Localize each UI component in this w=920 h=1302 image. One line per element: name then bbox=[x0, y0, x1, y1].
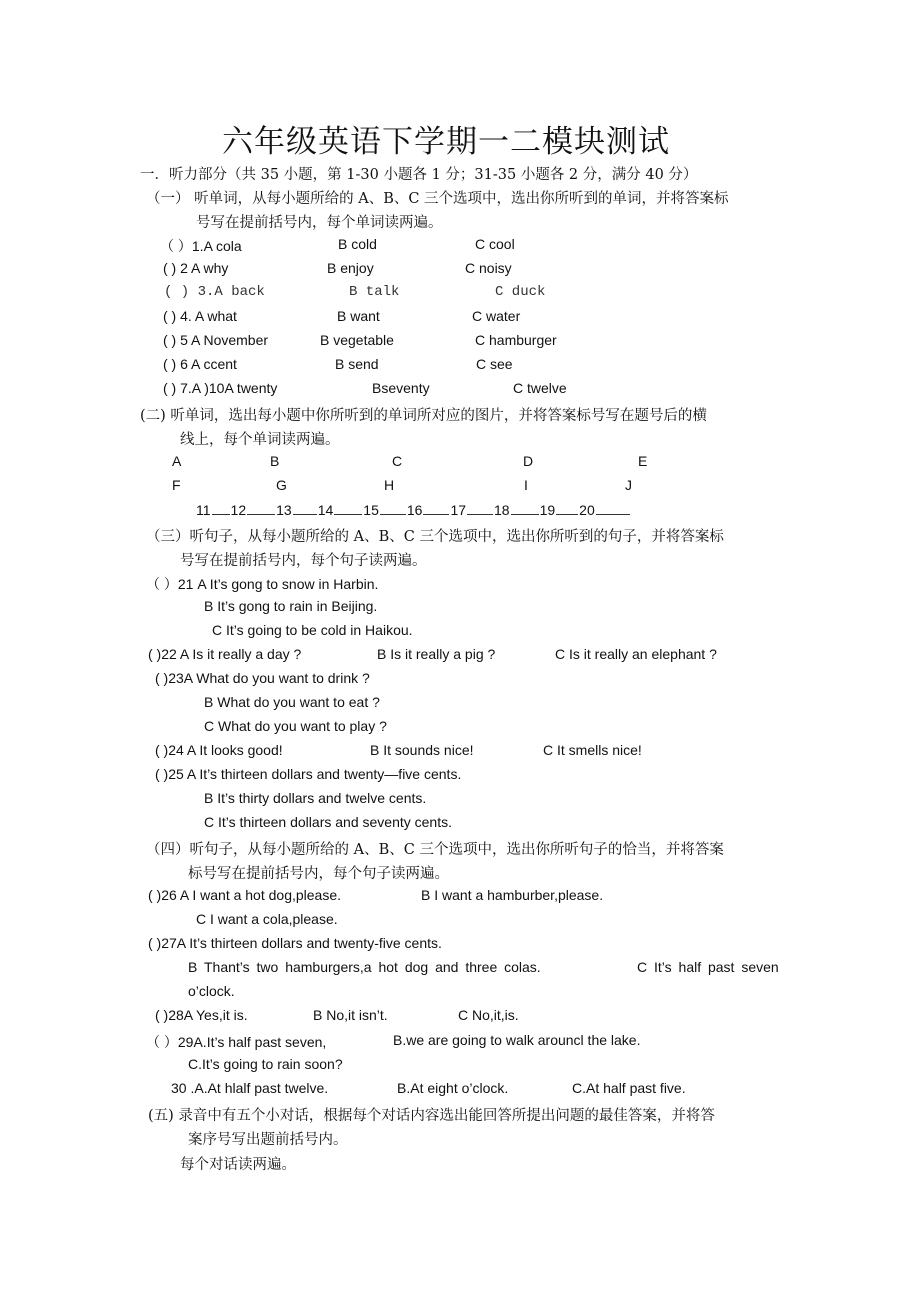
blank-label-18: 18 bbox=[494, 502, 510, 518]
q24-option-c: C It smells nice! bbox=[543, 742, 642, 758]
picture-label-d: D bbox=[523, 453, 534, 469]
q1-option-b: B cold bbox=[338, 236, 377, 252]
answer-blank[interactable] bbox=[556, 501, 578, 515]
q6-option-a: ( ) 6 A ccent bbox=[163, 356, 237, 372]
blank-label-15: 15 bbox=[363, 502, 379, 518]
section-header: 一．听力部分（共 35 小题，第 1-30 小题各 1 分；31-35 小题各 2 分，满分 40 分） bbox=[140, 167, 698, 183]
q22-option-b: B Is it really a pig ? bbox=[377, 646, 496, 662]
part1-instructions-cont: 号写在提前括号内，每个单词读两遍。 bbox=[196, 215, 443, 231]
part1-instructions: （一） 听单词，从每小题所给的 A、B、C 三个选项中，选出你所听到的单词，并将答案标 bbox=[146, 191, 729, 207]
q29-option-c: C.It’s going to rain soon? bbox=[188, 1056, 343, 1072]
part2-instructions-cont: 线上，每个单词读两遍。 bbox=[180, 432, 340, 448]
answer-blank[interactable] bbox=[467, 501, 493, 515]
q2-option-b: B enjoy bbox=[327, 260, 374, 276]
picture-label-c: C bbox=[392, 453, 403, 469]
answer-blank[interactable] bbox=[293, 501, 317, 515]
q28-option-b: B No,it isn’t. bbox=[313, 1007, 388, 1023]
part4-instructions: （四）听句子，从每小题所给的 A、B、C 三个选项中，选出你所听句子的恰当，并将答案 bbox=[146, 842, 724, 858]
q22-option-a: ( )22 A Is it really a day ? bbox=[148, 646, 302, 662]
q23-option-b: B What do you want to eat ? bbox=[204, 694, 380, 710]
q27-option-c: C It’s half past seven bbox=[637, 959, 779, 975]
blank-label-19: 19 bbox=[539, 502, 556, 518]
answer-blank[interactable] bbox=[596, 501, 630, 515]
part5-instructions: (五) 录音中有五个小对话，根据每个对话内容选出能回答所提出问题的最佳答案，并将答 bbox=[148, 1108, 715, 1124]
q21-option-b: B It’s gong to rain in Beijing. bbox=[204, 598, 378, 614]
q23-option-a: ( )23A What do you want to drink ? bbox=[155, 670, 370, 686]
q1-option-a: （ ）1.A cola bbox=[160, 238, 242, 254]
picture-label-j: J bbox=[625, 477, 632, 493]
q28-option-c: C No,it,is. bbox=[458, 1007, 519, 1023]
part5-instructions-cont: 案序号写出题前括号内。 bbox=[188, 1132, 348, 1148]
q24-option-b: B It sounds nice! bbox=[370, 742, 474, 758]
q5-option-c: C hamburger bbox=[475, 332, 557, 348]
q7-option-b: Bseventy bbox=[372, 380, 430, 396]
q21-option-a: （ ）21 A It’s gong to snow in Harbin. bbox=[146, 576, 379, 592]
picture-label-e: E bbox=[638, 453, 648, 469]
q4-option-b: B want bbox=[337, 308, 380, 324]
q29-option-b: B.we are going to walk arouncl the lake. bbox=[393, 1032, 641, 1048]
part3-instructions-cont: 号写在提前括号内，每个句子读两遍。 bbox=[180, 553, 427, 569]
answer-blank[interactable] bbox=[380, 501, 406, 515]
q22-option-c: C Is it really an elephant ? bbox=[555, 646, 717, 662]
answer-blank[interactable] bbox=[423, 501, 449, 515]
q26-option-b: B I want a hamburber,please. bbox=[421, 887, 604, 903]
q24-option-a: ( )24 A It looks good! bbox=[155, 742, 283, 758]
q2-option-c: C noisy bbox=[465, 260, 512, 276]
q29-option-a: （ ）29A.It’s half past seven, bbox=[146, 1034, 327, 1050]
picture-label-h: H bbox=[384, 477, 395, 493]
q3-option-c: C duck bbox=[495, 284, 546, 300]
q6-option-b: B send bbox=[335, 356, 379, 372]
q26-option-c: C I want a cola,please. bbox=[196, 911, 338, 927]
answer-blank[interactable] bbox=[334, 501, 362, 515]
q3-option-a: ( ) 3.A back bbox=[164, 284, 265, 300]
picture-label-b: B bbox=[270, 453, 280, 469]
q28-option-a: ( )28A Yes,it is. bbox=[155, 1007, 248, 1023]
blank-label-14: 14 bbox=[317, 502, 334, 518]
part3-instructions: （三）听句子，从每小题所给的 A、B、C 三个选项中，选出你所听到的句子，并将答案标 bbox=[146, 529, 724, 545]
q7-option-c: C twelve bbox=[513, 380, 567, 396]
q2-option-a: ( ) 2 A why bbox=[163, 260, 229, 276]
q30-option-a: 30 .A.At hlalf past twelve. bbox=[171, 1080, 329, 1096]
picture-label-a: A bbox=[172, 453, 182, 469]
q1-option-c: C cool bbox=[475, 236, 515, 252]
blank-label-11: 11 bbox=[196, 502, 211, 518]
q25-option-c: C It’s thirteen dollars and seventy cents. bbox=[204, 814, 452, 830]
part5-instructions-note: 每个对话读两遍。 bbox=[180, 1157, 296, 1173]
blank-label-13: 13 bbox=[276, 502, 292, 518]
blank-label-12: 12 bbox=[230, 502, 247, 518]
q5-option-a: ( ) 5 A November bbox=[163, 332, 269, 348]
q27-option-c-cont: o’clock. bbox=[188, 983, 235, 999]
part4-instructions-cont: 标号写在提前括号内，每个句子读两遍。 bbox=[188, 866, 449, 882]
q21-option-c: C It’s going to be cold in Haikou. bbox=[212, 622, 413, 638]
page-title: 六年级英语下学期一二模块测试 bbox=[222, 124, 670, 160]
q4-option-c: C water bbox=[472, 308, 521, 324]
q7-option-a: ( ) 7.A )10A twenty bbox=[163, 380, 278, 396]
answer-blank[interactable] bbox=[511, 501, 539, 515]
q26-option-a: ( )26 A I want a hot dog,please. bbox=[148, 887, 342, 903]
q30-option-c: C.At half past five. bbox=[572, 1080, 686, 1096]
q27-option-b: B Thant’s two hamburgers,a hot dog and three colas. bbox=[188, 959, 541, 975]
q27-option-a: ( )27A It’s thirteen dollars and twenty-five cents. bbox=[148, 935, 442, 951]
picture-label-f: F bbox=[172, 477, 181, 493]
q4-option-a: ( ) 4. A what bbox=[163, 308, 237, 324]
blank-label-20: 20 bbox=[579, 502, 595, 518]
picture-label-i: I bbox=[524, 477, 528, 493]
answer-blank[interactable] bbox=[247, 501, 275, 515]
q25-option-a: ( )25 A It’s thirteen dollars and twenty—five cents. bbox=[155, 766, 462, 782]
q5-option-b: B vegetable bbox=[320, 332, 394, 348]
q3-option-b: B talk bbox=[349, 284, 400, 300]
answer-blank[interactable] bbox=[212, 501, 230, 515]
part2-instructions: (二) 听单词，选出每小题中你所听到的单词所对应的图片，并将答案标号写在题号后的横 bbox=[140, 408, 707, 424]
q30-option-b: B.At eight o’clock. bbox=[397, 1080, 509, 1096]
blank-label-17: 17 bbox=[450, 502, 467, 518]
picture-label-g: G bbox=[276, 477, 287, 493]
answer-blanks-row bbox=[196, 501, 631, 518]
q6-option-c: C see bbox=[476, 356, 513, 372]
blank-label-16: 16 bbox=[406, 502, 423, 518]
q25-option-b: B It’s thirty dollars and twelve cents. bbox=[204, 790, 427, 806]
q23-option-c: C What do you want to play ? bbox=[204, 718, 387, 734]
